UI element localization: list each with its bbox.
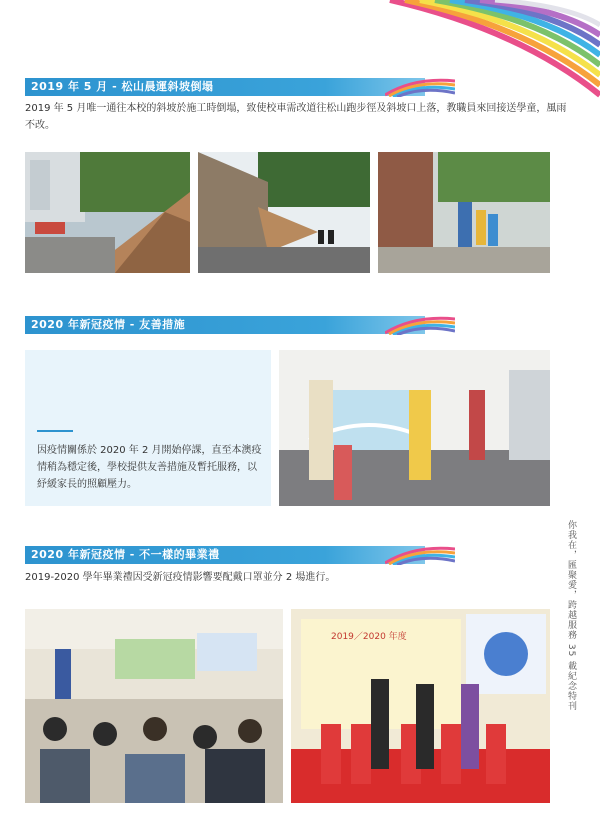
section-title-slope-collapse: 2019 年 5 月 - 松山晨運斜坡倒塌 xyxy=(25,78,425,96)
photo-parents-pickup-children xyxy=(279,350,550,506)
photo-graduation-audience xyxy=(25,609,283,803)
stage-board-text: 2019／2020 年度 xyxy=(331,632,407,642)
section-title-graduation: 2020 年新冠疫情 - 不一樣的畢業禮 xyxy=(25,546,425,564)
photo-graduation-stage xyxy=(291,609,550,803)
photo-collapsed-retaining-wall xyxy=(198,152,370,273)
side-publication-title: 你我在，匯聚愛，跨越服務 35 載紀念特刊 xyxy=(566,520,576,712)
slope-collapse-description: 2019 年 5 月唯一通往本校的斜坡於施工時倒塌，致使校車需改道往松山跑步徑及斜坡口上落，教職員來回接送學童，風雨不改。 xyxy=(25,103,567,131)
friendly-measures-description: 因疫情關係於 2020 年 2 月開始停課，直至本澳疫情稍為穩定後，學校提供友善措施及暫托服務，以紓緩家長的照顧壓力。 xyxy=(37,445,262,490)
photo-staff-escorting-children xyxy=(378,152,550,273)
graduation-description: 2019-2020 學年畢業禮因受新冠疫情影響要配戴口罩並分 2 場進行。 xyxy=(25,572,336,583)
friendly-measures-info-box xyxy=(25,350,271,506)
accent-divider xyxy=(37,430,73,432)
rainbow-swoosh-decoration xyxy=(385,315,455,335)
photo-collapsed-slope-aerial xyxy=(25,152,190,273)
rainbow-swoosh-decoration xyxy=(385,77,455,97)
section-title-friendly-measures: 2020 年新冠疫情 - 友善措施 xyxy=(25,316,425,334)
rainbow-swoosh-decoration xyxy=(385,545,455,565)
